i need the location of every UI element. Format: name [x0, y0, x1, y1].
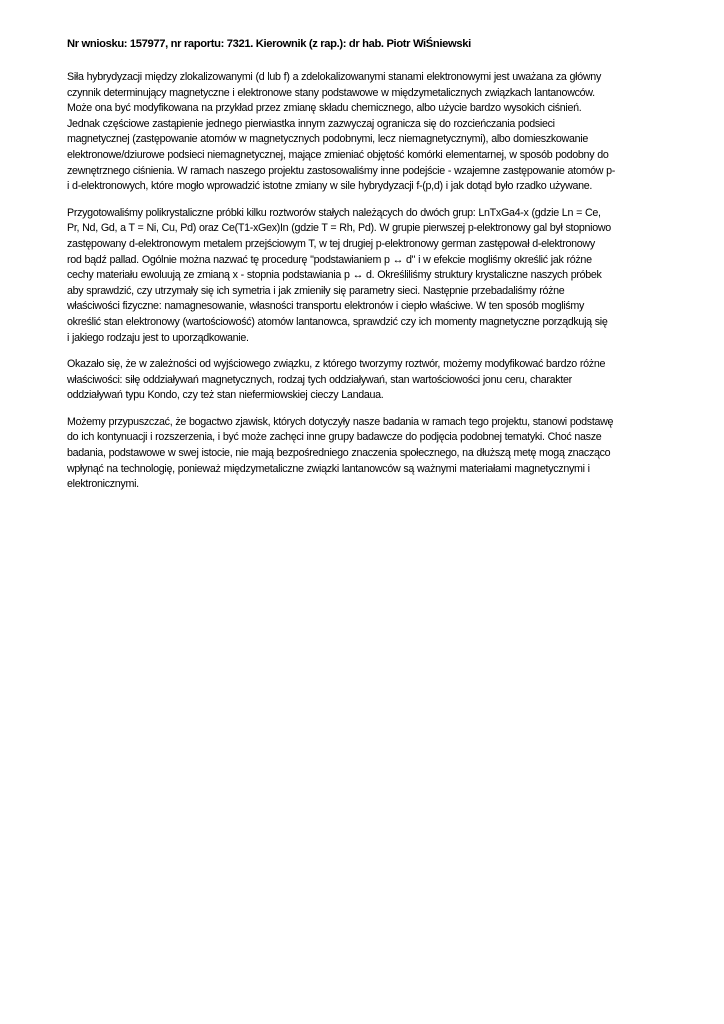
text-line: zastępowany d-elektronowym metalem przejściowym T, w tej drugiej p-elektronowy german zastępował d-elektronowy — [67, 237, 595, 250]
text-line: cechy materiału ewoluują ze zmianą x - stopnia podstawiania p ↔ d. Określiliśmy struktury krystaliczne naszych próbek — [67, 269, 602, 282]
text-line: elektronicznymi. — [67, 478, 139, 491]
text-line: Siła hybrydyzacji między zlokalizowanymi (d lub f) a zdelokalizowanymi stanami elektronowymi jest uważana za główny — [67, 71, 601, 83]
text-line: Pr, Nd, Gd, a T = Ni, Cu, Pd) oraz Ce(T1-xGex)In (gdzie T = Rh, Pd). W grupie pierwszej p-elektronowy gal był stopniowo — [67, 222, 611, 235]
report-header: Nr wniosku: 157977, nr raportu: 7321. Kierownik (z rap.): dr hab. Piotr WiŚniewski — [67, 38, 471, 50]
paragraph-conclusion — [67, 415, 691, 493]
text-line: aby sprawdzić, czy utrzymały się ich symetria i jak zmieniły się parametry sieci. Następnie przebadaliśmy różne — [67, 284, 565, 297]
text-line: określić stan elektronowy (wartościowość) atomów lantanowca, sprawdzić czy ich momenty magnetyczne porządkują się — [67, 315, 608, 328]
text-line: Okazało się, że w zależności od wyjściowego związku, z którego tworzymy roztwór, możemy modyfikować bardzo różne — [67, 358, 606, 371]
paragraph-results — [67, 357, 691, 404]
text-line: rod bądź pallad. Ogólnie można nazwać tę procedurę "podstawianiem p ↔ d" i w efekcie mogliśmy określić jak różne — [67, 253, 592, 266]
text-line: do ich kontynuacji i rozszerzenia, i być może zachęci inne grupy badawcze do podjęcia podobnej tematyki. Choć nasze — [67, 431, 602, 444]
text-line: właściwości fizyczne: namagnesowanie, własności transportu elektronów i ciepło właściwe. W ten sposób mogliśmy — [67, 300, 585, 313]
text-line: Może ona być modyfikowana na przykład przez zmianę składu chemicznego, albo użycie bardzo wysokich ciśnień. — [67, 102, 582, 115]
text-line: elektronowe/dziurowe podsieci niemagnetycznej, mające zmieniać objętość komórki elementarnej, w sposób podobny do — [67, 148, 609, 161]
text-line: zewnętrznego ciśnienia. W ramach naszego projektu zastosowaliśmy inne podejście - wzajemne zastępowanie atomów p- — [67, 164, 616, 177]
paragraph-samples — [67, 206, 691, 346]
document-page — [67, 36, 691, 504]
text-line: Jednak częściowe zastąpienie jednego pierwiastka innym zazwyczaj ogranicza się do rozcieńczania podsieci — [67, 117, 555, 130]
text-line: badania, podstawowe w swej istocie, nie mają bezpośredniego znaczenia społecznego, na dłuższą metę mogą znacząco — [67, 447, 611, 460]
text-line: magnetycznej (zastępowanie atomów w magnetycznych podobnymi, lecz niemagnetycznymi), albo domieszkowanie — [67, 133, 588, 146]
text-line: właściwości: siłę oddziaływań magnetycznych, rodzaj tych oddziaływań, stan wartościowości jonu ceru, charakter — [67, 373, 572, 386]
text-line: oddziaływań typu Kondo, czy też stan niefermiowskiej cieczy Landaua. — [67, 389, 384, 402]
text-line: czynnik determinujący magnetyczne i elektronowe stany podstawowe w międzymetalicznych związkach lantanowców. — [67, 86, 595, 99]
text-line: Możemy przypuszczać, że bogactwo zjawisk, których dotyczyły nasze badania w ramach tego projektu, stanowi podstawę — [67, 415, 614, 428]
text-line: i d-elektronowych, które mogło wprowadzić istotne zmiany w sile hybrydyzacji f-(p,d) i jak dotąd było rzadko używane. — [67, 180, 593, 193]
text-line: wpłynąć na technologię, ponieważ międzymetaliczne związki lantanowców są ważnymi materiałami magnetycznymi i — [67, 462, 590, 475]
text-line: i jakiego rodzaju jest to uporządkowanie. — [67, 331, 249, 344]
paragraph-hybridization — [67, 70, 691, 195]
text-line: Przygotowaliśmy polikrystaliczne próbki kilku roztworów stałych należących do dwóch grup: LnTxGa4-x (gdzie Ln = Ce, — [67, 206, 601, 219]
